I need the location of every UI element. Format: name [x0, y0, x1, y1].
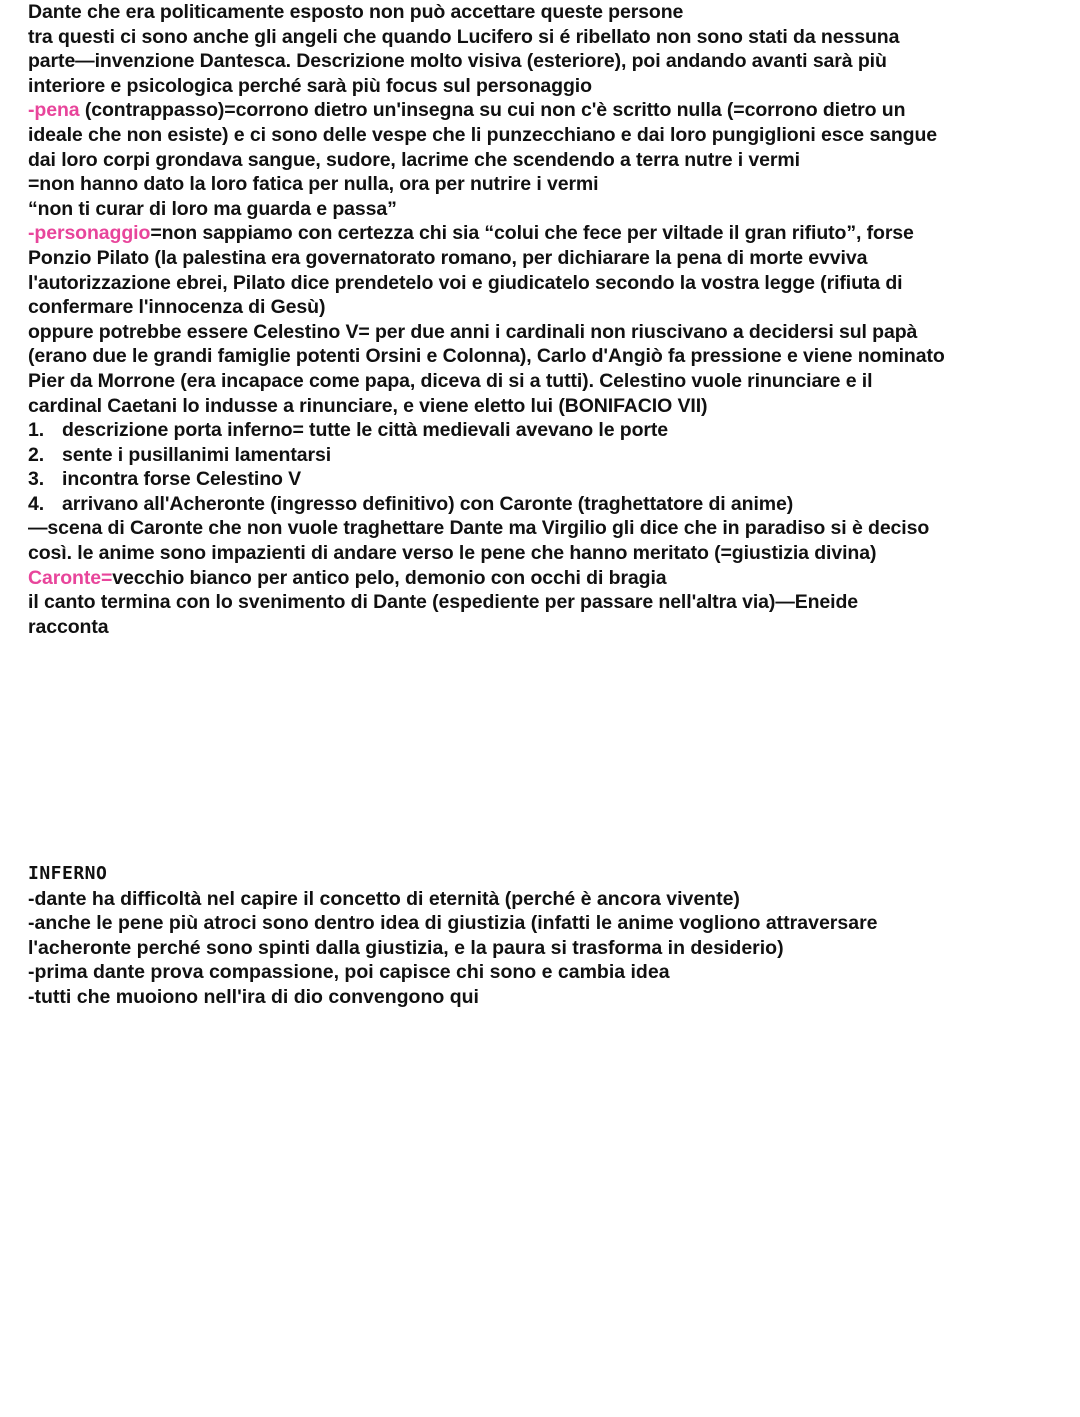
inferno-section — [28, 862, 1058, 1010]
list-text: arrivano all'Acheronte (ingresso definitivo) con Caronte (traghettatore di anime) — [62, 492, 794, 515]
inferno-bullet: l'acheronte perché sono spinti dalla giustizia, e la paura si trasforma in desiderio) — [28, 936, 784, 959]
note-line: ideale che non esiste) e ci sono delle vespe che li punzecchiano e dai loro pungiglioni esce sangue — [28, 123, 938, 146]
list-item — [28, 467, 1058, 492]
highlight-personaggio: -personaggio — [28, 222, 151, 245]
note-line-pena — [28, 98, 1058, 123]
note-line: racconta — [28, 615, 109, 638]
note-line-caronte — [28, 566, 1058, 591]
note-line: parte—invenzione Dantesca. Descrizione molto visiva (esteriore), poi andando avanti sarà più — [28, 50, 887, 73]
note-line-personaggio — [28, 221, 1058, 246]
note-line: oppure potrebbe essere Celestino V= per due anni i cardinali non riuscivano a decidersi sul papà — [28, 320, 918, 343]
note-line: Pier da Morrone (era incapace come papa, diceva di si a tutti). Celestino vuole rinunciare e il — [28, 369, 873, 392]
note-line: “non ti curar di loro ma guarda e passa” — [28, 197, 397, 220]
note-line: il canto termina con lo svenimento di Dante (espediente per passare nell'altra via)—Eneide — [28, 591, 859, 614]
list-number: 1. — [28, 419, 45, 442]
note-line: interiore e psicologica perché sarà più focus sul personaggio — [28, 74, 592, 97]
note-line: Ponzio Pilato (la palestina era governatorato romano, per dichiarare la pena di morte evviva — [28, 246, 868, 269]
inferno-bullet: -prima dante prova compassione, poi capisce chi sono e cambia idea — [28, 961, 670, 984]
list-text: sente i pusillanimi lamentarsi — [62, 443, 332, 466]
numbered-list — [28, 418, 1058, 516]
note-line: dai loro corpi grondava sangue, sudore, lacrime che scendendo a terra nutre i vermi — [28, 148, 800, 171]
note-line: tra questi ci sono anche gli angeli che quando Lucifero si é ribellato non sono stati da nessuna — [28, 25, 900, 48]
list-item — [28, 418, 1058, 443]
list-text: incontra forse Celestino V — [62, 468, 302, 491]
list-number: 4. — [28, 492, 45, 515]
note-line: l'autorizzazione ebrei, Pilato dice prendetelo voi e giudicatelo secondo la vostra legge (rifiuta di — [28, 271, 903, 294]
list-text: descrizione porta inferno= tutte le città medievali avevano le porte — [62, 419, 669, 442]
note-line: —scena di Caronte che non vuole traghettare Dante ma Virgilio gli dice che in paradiso si è deciso — [28, 517, 930, 540]
note-line: (erano due le grandi famiglie potenti Orsini e Colonna), Carlo d'Angiò fa pressione e viene nominato — [28, 345, 945, 368]
section-title: INFERNO — [28, 863, 108, 884]
highlight-caronte: Caronte= — [28, 566, 113, 589]
inferno-bullet: -tutti che muoiono nell'ira di dio convengono qui — [28, 985, 479, 1008]
inferno-bullet: -anche le pene più atroci sono dentro idea di giustizia (infatti le anime vogliono attraversare — [28, 912, 878, 935]
note-line: confermare l'innocenza di Gesù) — [28, 296, 326, 319]
list-item — [28, 443, 1058, 468]
canto-notes — [28, 0, 1058, 639]
highlight-pena: -pena — [28, 99, 80, 122]
list-number: 2. — [28, 443, 45, 466]
list-number: 3. — [28, 468, 45, 491]
note-line: =non hanno dato la loro fatica per nulla, ora per nutrire i vermi — [28, 173, 599, 196]
note-line: così. le anime sono impazienti di andare verso le pene che hanno meritato (=giustizia divina) — [28, 542, 877, 565]
note-line: Dante che era politicamente esposto non può accettare queste persone — [28, 1, 684, 23]
note-line: cardinal Caetani lo indusse a rinunciare, e viene eletto lui (BONIFACIO VII) — [28, 394, 708, 417]
note-text: vecchio bianco per antico pelo, demonio con occhi di bragia — [112, 566, 667, 589]
note-text: =non sappiamo con certezza chi sia “colui che fece per viltade il gran rifiuto”, forse — [150, 222, 914, 245]
note-text: (contrappasso)=corrono dietro un'insegna su cui non c'è scritto nulla (=corrono dietro un — [79, 99, 906, 122]
inferno-bullet: -dante ha difficoltà nel capire il concetto di eternità (perché è ancora vivente) — [28, 887, 740, 910]
list-item — [28, 492, 1058, 517]
